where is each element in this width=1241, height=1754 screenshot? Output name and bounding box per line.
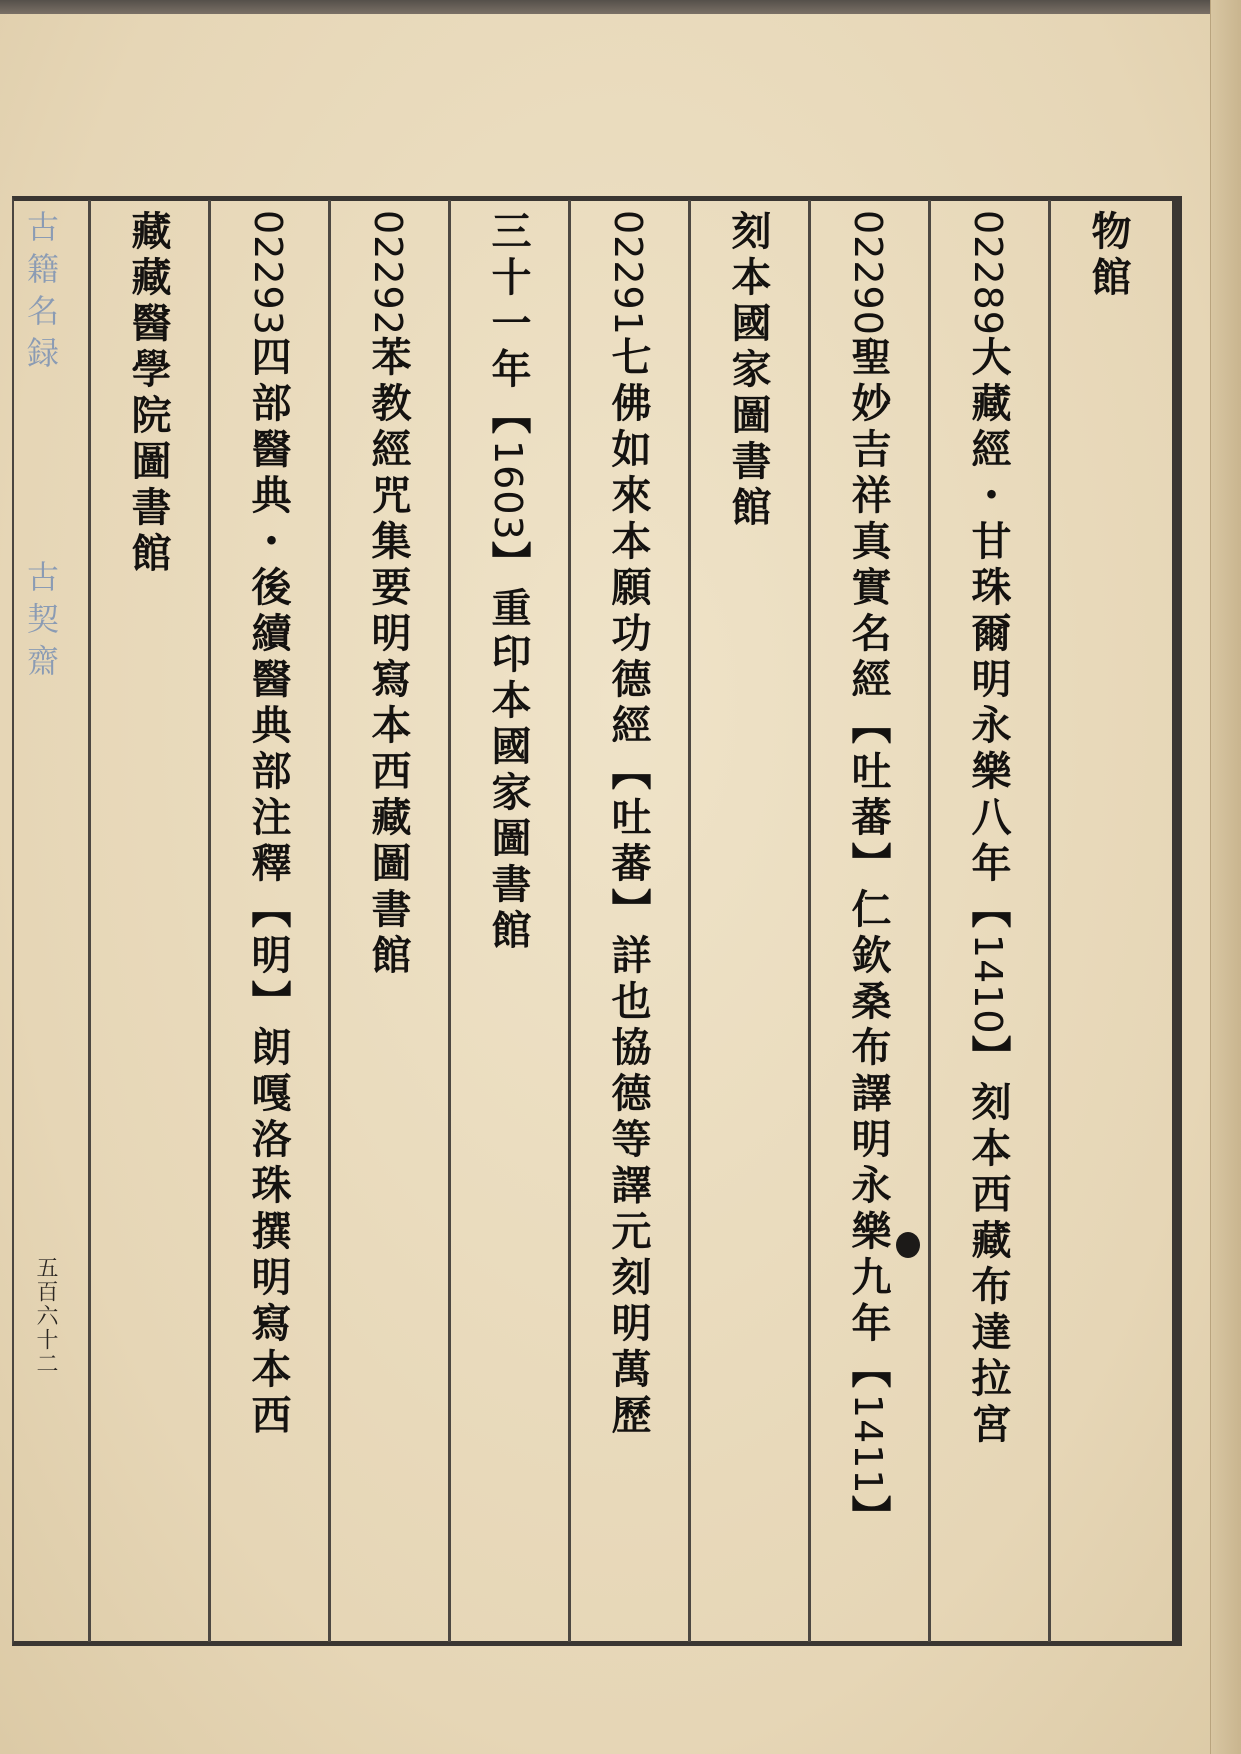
column-text: 苯教經咒集要明寫本西藏圖書館 [365, 335, 412, 980]
text-column-5 [602, 210, 654, 1440]
catalog-number: 1410 [966, 933, 1010, 1035]
column-text: 】 [845, 1494, 892, 1541]
page-top-shadow [0, 0, 1241, 14]
column-text: 大藏經・甘珠爾明永樂八年【 [965, 335, 1012, 934]
text-column-1 [1082, 210, 1134, 302]
catalog-number: 02291 [606, 210, 650, 336]
text-column-7 [362, 210, 414, 980]
column-rule [88, 200, 91, 1642]
column-text: 刻本國家圖書館 [725, 210, 772, 532]
text-column-4 [722, 210, 774, 532]
column-rule [328, 200, 331, 1642]
text-column-9 [122, 210, 174, 578]
column-rule [808, 200, 811, 1642]
catalog-number: 02290 [846, 210, 890, 336]
ink-smudge [896, 1232, 920, 1258]
collector-mark-top: 古籍名録 [22, 210, 60, 378]
page-number: 五百六十二 [33, 1256, 58, 1376]
column-text: 七佛如來本願功德經【吐蕃】詳也協德等譯元刻明萬歷 [605, 335, 652, 1440]
column-rule [448, 200, 451, 1642]
column-rule [1048, 200, 1051, 1642]
catalog-number: 02292 [366, 210, 410, 336]
column-text: 四部醫典・後續醫典部注釋【明】朗嘎洛珠撰明寫本西 [245, 335, 292, 1440]
column-text: 】重印本國家圖書館 [485, 540, 532, 955]
text-column-3 [842, 210, 894, 1541]
text-column-8 [242, 210, 294, 1440]
text-column-6 [482, 210, 534, 955]
column-text: 物館 [1085, 210, 1132, 302]
column-text: 三十一年【 [485, 210, 532, 440]
column-rule [688, 200, 691, 1642]
page-edge [1210, 0, 1241, 1754]
catalog-number: 1603 [486, 440, 530, 541]
column-text: 藏藏醫學院圖書館 [125, 210, 172, 578]
column-text: 】刻本西藏布達拉宮 [965, 1034, 1012, 1449]
column-rule [928, 200, 931, 1642]
column-rule [568, 200, 571, 1642]
column-text: 聖妙吉祥真實名經【吐蕃】仁欽桑布譯明永樂九年【 [845, 335, 892, 1394]
catalog-number: 02293 [246, 210, 290, 336]
text-column-2 [962, 210, 1014, 1449]
collector-mark-bottom: 古契齋 [22, 560, 60, 686]
column-rule [208, 200, 211, 1642]
catalog-number: 02289 [966, 210, 1010, 336]
catalog-number: 1411 [846, 1393, 890, 1495]
